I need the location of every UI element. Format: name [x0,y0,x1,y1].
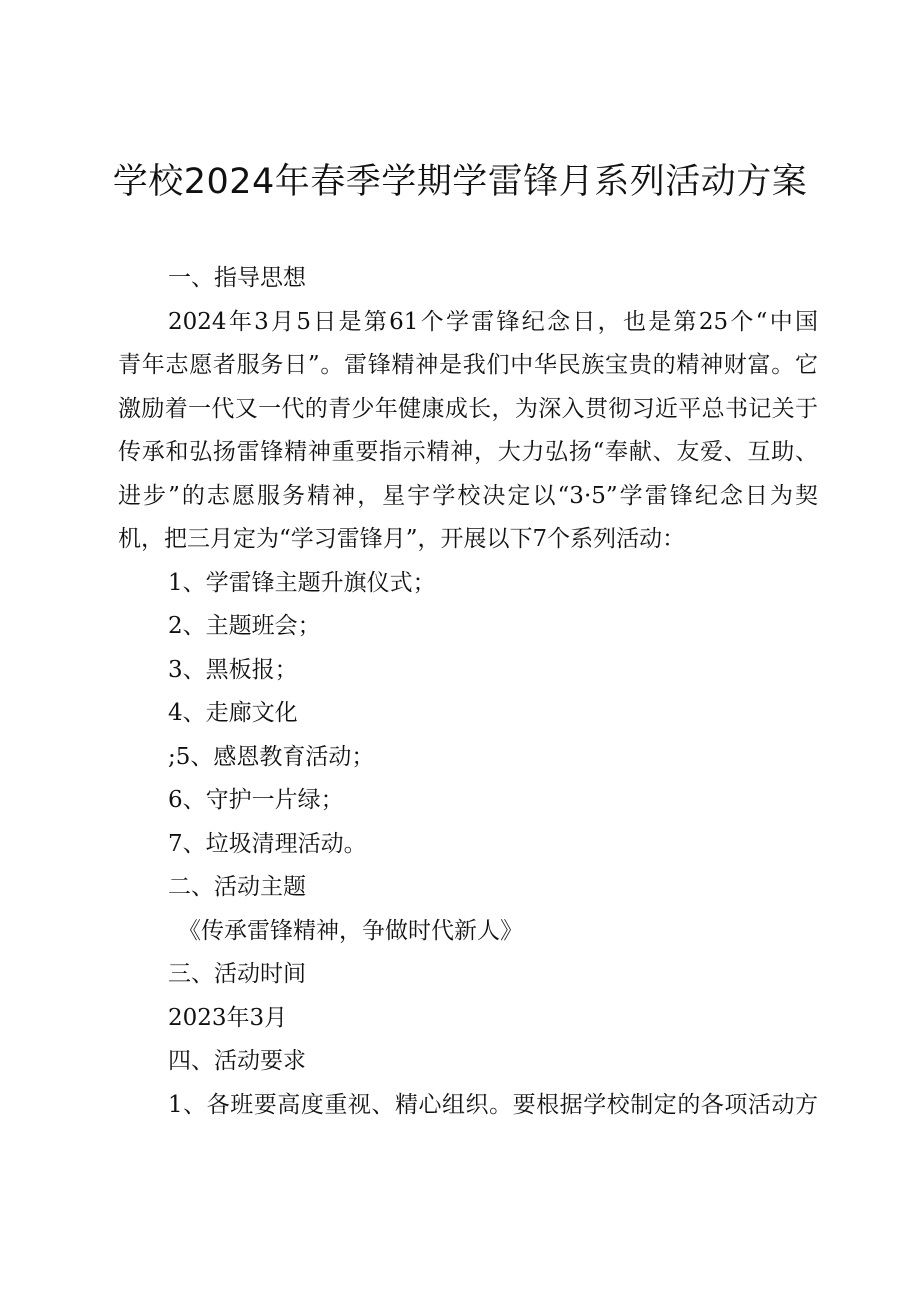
paragraph-line: 进步”的志愿服务精神，星宇学校决定以“3·5”学雷锋纪念日为契 [118,482,818,509]
document-title: 学校2024年春季学期学雷锋月系列活动方案 [112,162,808,202]
section-heading-activity-time: 三、活动时间 [168,961,306,987]
activity-list-item: 4、走廊文化 [168,700,298,726]
section-heading-activity-theme: 二、活动主题 [168,874,306,900]
activity-list-item: 6、守护一片绿； [168,787,344,813]
paragraph-line: 激励着一代又一代的青少年健康成长，为深入贯彻习近平总书记关于 [118,395,818,422]
paragraph-line: 机，把三月定为“学习雷锋月”，开展以下7个系列活动： [118,526,686,552]
document-body [118,257,818,1127]
section-heading-guiding-ideology: 一、指导思想 [168,265,306,291]
activity-list-item: 1、学雷锋主题升旗仪式； [168,569,436,596]
activity-list-item: 3、黑板报； [168,656,298,683]
paragraph-line: 2024年3月5日是第61个学雷锋纪念日，也是第25个“中国 [168,308,818,335]
activity-list-item: ;5、感恩教育活动； [168,743,375,770]
activity-list-item: 2、主题班会； [168,613,321,639]
activity-theme-text: 《传承雷锋精神，争做时代新人》 [178,917,523,944]
activity-list-item: 7、垃圾清理活动。 [168,830,367,857]
paragraph-line: 传承和弘扬雷锋精神重要指示精神，大力弘扬“奉献、友爱、互助、 [118,439,818,465]
paragraph-line: 青年志愿者服务日”。雷锋精神是我们中华民族宝贵的精神财富。它 [118,352,818,378]
requirement-item: 1、各班要高度重视、精心组织。要根据学校制定的各项活动方 [168,1091,818,1118]
activity-time-text: 2023年3月 [168,1004,288,1031]
section-heading-activity-requirements: 四、活动要求 [168,1048,306,1074]
